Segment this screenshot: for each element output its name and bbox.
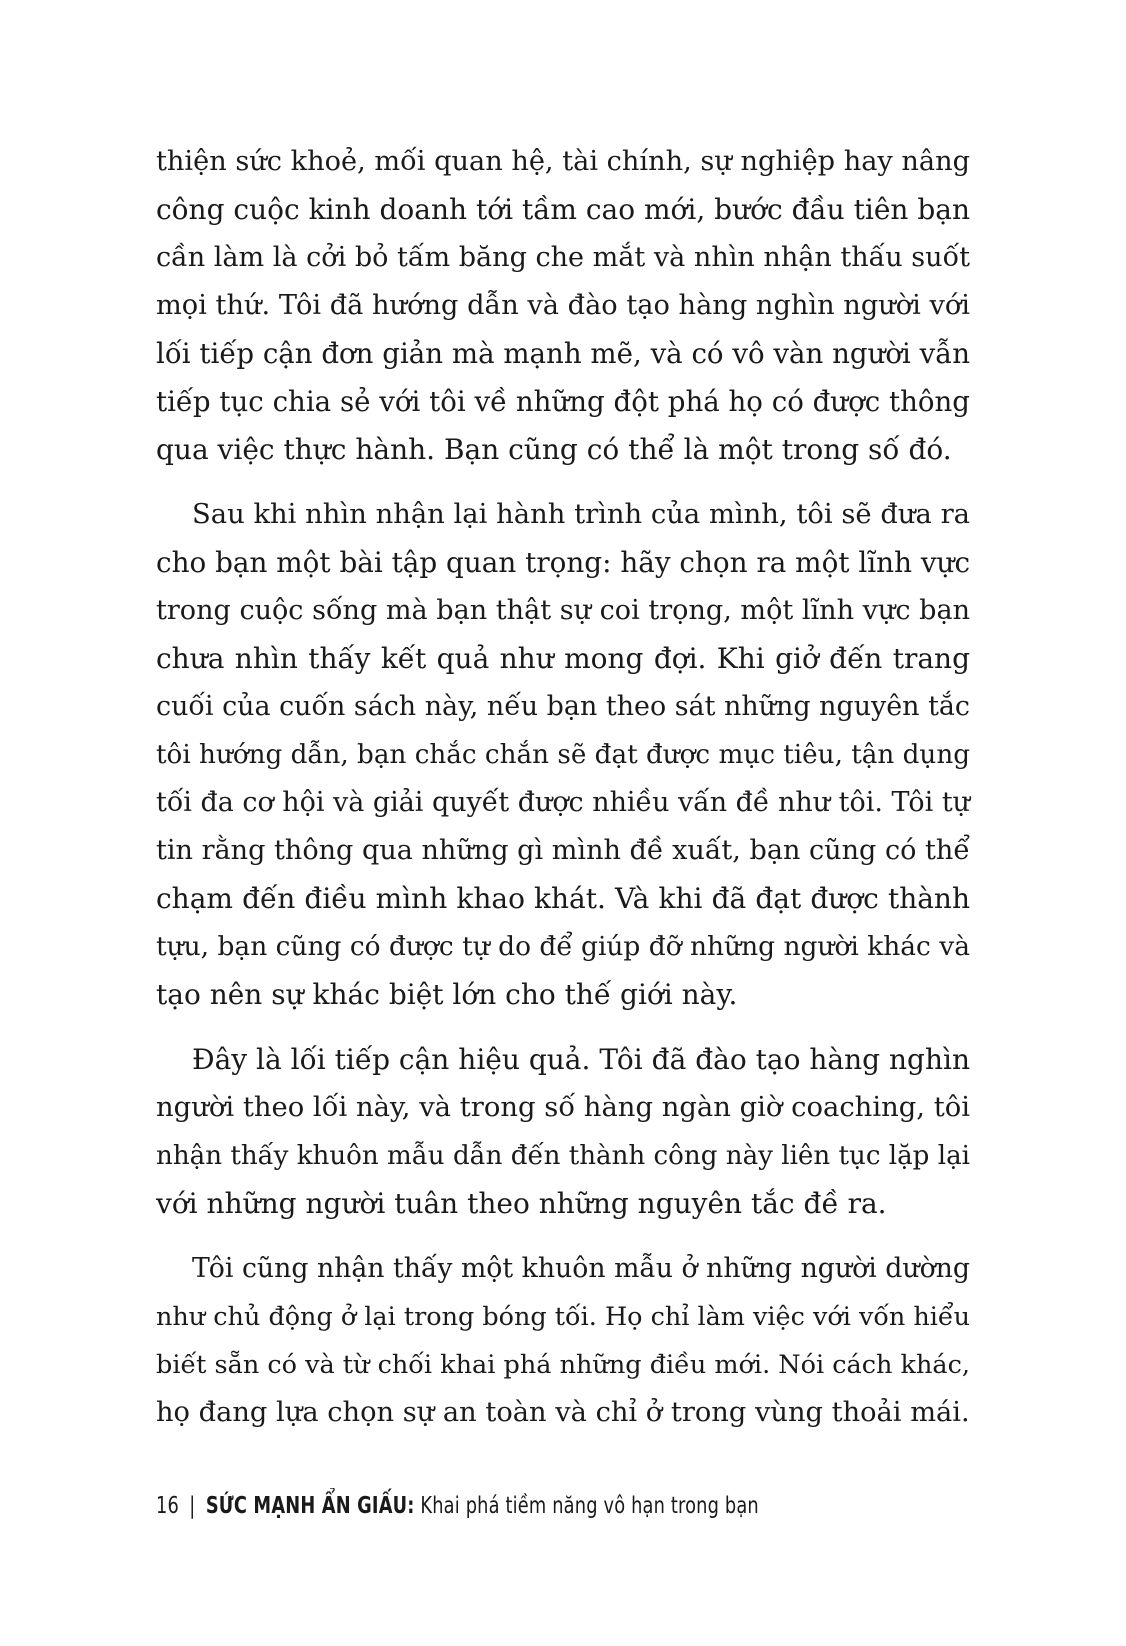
book-title: SỨC MẠNH ẨN GIẤU: — [205, 1493, 415, 1519]
text-line: chưa nhìn thấy kết quả như mong đợi. Khi giở đến trang — [156, 642, 970, 675]
text-line: tiếp tục chia sẻ với tôi về những đột phá họ có được thông — [156, 385, 970, 418]
text-line: biết sẵn có và từ chối khai phá những điều mới. Nói cách khác, — [156, 1350, 970, 1380]
text-line: tạo nên sự khác biệt lớn cho thế giới này. — [156, 978, 738, 1011]
page-footer — [156, 1493, 759, 1519]
text-line: với những người tuân theo những nguyên tắc đề ra. — [156, 1187, 887, 1220]
text-line: chạm đến điều mình khao khát. Và khi đã đạt được thành — [156, 882, 970, 915]
text-line: qua việc thực hành. Bạn cũng có thể là một trong số đó. — [156, 433, 952, 466]
text-line: công cuộc kinh doanh tới tầm cao mới, bước đầu tiên bạn — [156, 193, 970, 226]
book-subtitle: Khai phá tiềm năng vô hạn trong bạn — [420, 1493, 759, 1519]
footer-separator: | — [189, 1493, 196, 1519]
text-line: nhận thấy khuôn mẫu dẫn đến thành công này liên tục lặp lại — [156, 1141, 970, 1171]
text-line: cuối của cuốn sách này, nếu bạn theo sát những nguyên tắc — [156, 691, 970, 722]
text-line: tin rằng thông qua những gì mình đề xuất, bạn cũng có thể — [156, 835, 970, 866]
text-line: người theo lối này, và trong số hàng ngàn giờ coaching, tôi — [156, 1092, 970, 1123]
text-line: Đây là lối tiếp cận hiệu quả. Tôi đã đào tạo hàng nghìn — [192, 1043, 970, 1076]
text-line: Tôi cũng nhận thấy một khuôn mẫu ở những người dường — [192, 1253, 970, 1284]
paragraph-4 — [156, 1245, 970, 1437]
text-line: như chủ động ở lại trong bóng tối. Họ chỉ làm việc với vốn hiểu — [156, 1302, 970, 1332]
text-line: lối tiếp cận đơn giản mà mạnh mẽ, và có vô vàn người vẫn — [156, 337, 970, 370]
page-number: 16 — [156, 1493, 179, 1519]
text-line: trong cuộc sống mà bạn thật sự coi trọng, một lĩnh vực bạn — [156, 595, 970, 626]
paragraph-2 — [156, 491, 970, 1019]
page-body — [156, 138, 970, 1454]
text-line: mọi thứ. Tôi đã hướng dẫn và đào tạo hàng nghìn người với — [156, 290, 970, 321]
text-line: cần làm là cởi bỏ tấm băng che mắt và nhìn nhận thấu suốt — [156, 242, 970, 273]
text-line: thiện sức khoẻ, mối quan hệ, tài chính, sự nghiệp hay nâng — [156, 146, 970, 177]
paragraph-1 — [156, 138, 970, 474]
text-line: họ đang lựa chọn sự an toàn và chỉ ở trong vùng thoải mái. — [156, 1397, 970, 1428]
text-line: tựu, bạn cũng có được tự do để giúp đỡ những người khác và — [156, 931, 970, 962]
text-line: Sau khi nhìn nhận lại hành trình của mình, tôi sẽ đưa ra — [192, 499, 970, 530]
paragraph-3 — [156, 1036, 970, 1228]
text-line: cho bạn một bài tập quan trọng: hãy chọn ra một lĩnh vực — [156, 546, 971, 579]
text-line: tối đa cơ hội và giải quyết được nhiều vấn đề như tôi. Tôi tự — [156, 787, 970, 818]
text-line: tôi hướng dẫn, bạn chắc chắn sẽ đạt được mục tiêu, tận dụng — [156, 740, 970, 770]
